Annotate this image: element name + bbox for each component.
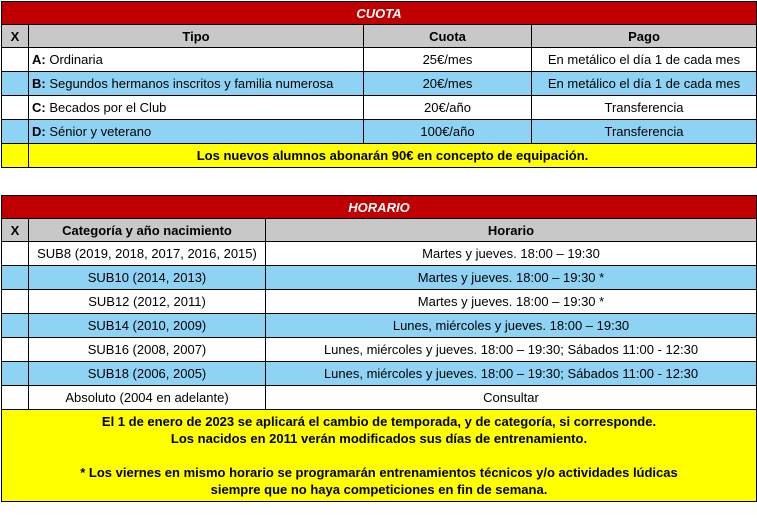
checkbox-cell[interactable] <box>2 144 29 168</box>
cuota-title-row <box>2 2 757 25</box>
checkbox-cell[interactable] <box>2 120 29 144</box>
horario-header-horario: Horario <box>266 219 757 242</box>
cuota-cell: 20€/mes <box>364 72 532 96</box>
cuota-cell: 20€/año <box>364 96 532 120</box>
horario-note <box>2 410 757 502</box>
horario-header-row <box>2 219 757 242</box>
horario-title-row <box>2 196 757 219</box>
cuota-row <box>2 48 757 72</box>
horario-title: HORARIO <box>2 196 757 219</box>
horario-row <box>2 338 757 362</box>
cuota-header-row <box>2 25 757 48</box>
horario-row <box>2 362 757 386</box>
note-line: El 1 de enero de 2023 se aplicará el cambio de temporada, y de categoría, si corresponde. <box>101 414 657 429</box>
horario-row <box>2 386 757 410</box>
categoria-cell: Absoluto (2004 en adelante) <box>29 386 266 410</box>
tipo-text: Becados por el Club <box>45 100 167 115</box>
cuota-note: Los nuevos alumnos abonarán 90€ en concepto de equipación. <box>29 144 757 168</box>
categoria-cell: SUB16 (2008, 2007) <box>29 338 266 362</box>
horario-cell: Martes y jueves. 18:00 – 19:30 * <box>266 290 757 314</box>
tipo-letter: B: <box>32 76 46 91</box>
pago-cell: En metálico el día 1 de cada mes <box>532 48 757 72</box>
horario-table <box>1 195 757 502</box>
cuota-header-pago: Pago <box>532 25 757 48</box>
checkbox-cell[interactable] <box>2 72 29 96</box>
tipo-text: Segundos hermanos inscritos y familia numerosa <box>45 76 334 91</box>
cuota-header-cuota: Cuota <box>364 25 532 48</box>
tipo-text: Ordinaria <box>45 52 103 67</box>
cuota-note-row <box>2 144 757 168</box>
note-line: Los nacidos en 2011 verán modificados sus días de entrenamiento. <box>170 431 588 446</box>
tipo-cell <box>29 120 364 144</box>
cuota-cell: 100€/año <box>364 120 532 144</box>
tipo-cell <box>29 48 364 72</box>
horario-row <box>2 290 757 314</box>
categoria-cell: SUB12 (2012, 2011) <box>29 290 266 314</box>
note-line <box>2 447 756 464</box>
tipo-letter: D: <box>32 124 46 139</box>
checkbox-cell[interactable] <box>2 314 29 338</box>
horario-note-row <box>2 410 757 502</box>
horario-cell: Lunes, miércoles y jueves. 18:00 – 19:30; Sábados 11:00 - 12:30 <box>266 362 757 386</box>
checkbox-cell[interactable] <box>2 362 29 386</box>
checkbox-cell[interactable] <box>2 96 29 120</box>
categoria-cell: SUB14 (2010, 2009) <box>29 314 266 338</box>
checkbox-cell[interactable] <box>2 266 29 290</box>
tipo-cell <box>29 96 364 120</box>
horario-cell: Martes y jueves. 18:00 – 19:30 <box>266 242 757 266</box>
cuota-cell: 25€/mes <box>364 48 532 72</box>
pago-cell: En metálico el día 1 de cada mes <box>532 72 757 96</box>
horario-row <box>2 242 757 266</box>
tipo-letter: A: <box>32 52 46 67</box>
cuota-header-tipo: Tipo <box>29 25 364 48</box>
tipo-cell <box>29 72 364 96</box>
cuota-row <box>2 120 757 144</box>
cuota-row <box>2 96 757 120</box>
categoria-cell: SUB10 (2014, 2013) <box>29 266 266 290</box>
cuota-row <box>2 72 757 96</box>
cuota-title: CUOTA <box>2 2 757 25</box>
checkbox-cell[interactable] <box>2 48 29 72</box>
cuota-table <box>1 1 757 168</box>
note-line: * Los viernes en mismo horario se programarán entrenamientos técnicos y/o actividades lúdicas <box>80 465 678 480</box>
horario-cell: Martes y jueves. 18:00 – 19:30 * <box>266 266 757 290</box>
horario-cell: Lunes, miércoles y jueves. 18:00 – 19:30 <box>266 314 757 338</box>
checkbox-cell[interactable] <box>2 386 29 410</box>
pago-cell: Transferencia <box>532 120 757 144</box>
note-line: siempre que no haya competiciones en fin de semana. <box>210 482 548 497</box>
horario-cell: Lunes, miércoles y jueves. 18:00 – 19:30; Sábados 11:00 - 12:30 <box>266 338 757 362</box>
tipo-text: Sénior y veterano <box>45 124 152 139</box>
horario-cell: Consultar <box>266 386 757 410</box>
checkbox-cell[interactable] <box>2 338 29 362</box>
tipo-letter: C: <box>32 100 46 115</box>
checkbox-cell[interactable] <box>2 242 29 266</box>
horario-header-categoria: Categoría y año nacimiento <box>29 219 266 242</box>
horario-header-x: X <box>2 219 29 242</box>
cuota-header-x: X <box>2 25 29 48</box>
checkbox-cell[interactable] <box>2 290 29 314</box>
horario-row <box>2 266 757 290</box>
categoria-cell: SUB18 (2006, 2005) <box>29 362 266 386</box>
horario-row <box>2 314 757 338</box>
pago-cell: Transferencia <box>532 96 757 120</box>
categoria-cell: SUB8 (2019, 2018, 2017, 2016, 2015) <box>29 242 266 266</box>
